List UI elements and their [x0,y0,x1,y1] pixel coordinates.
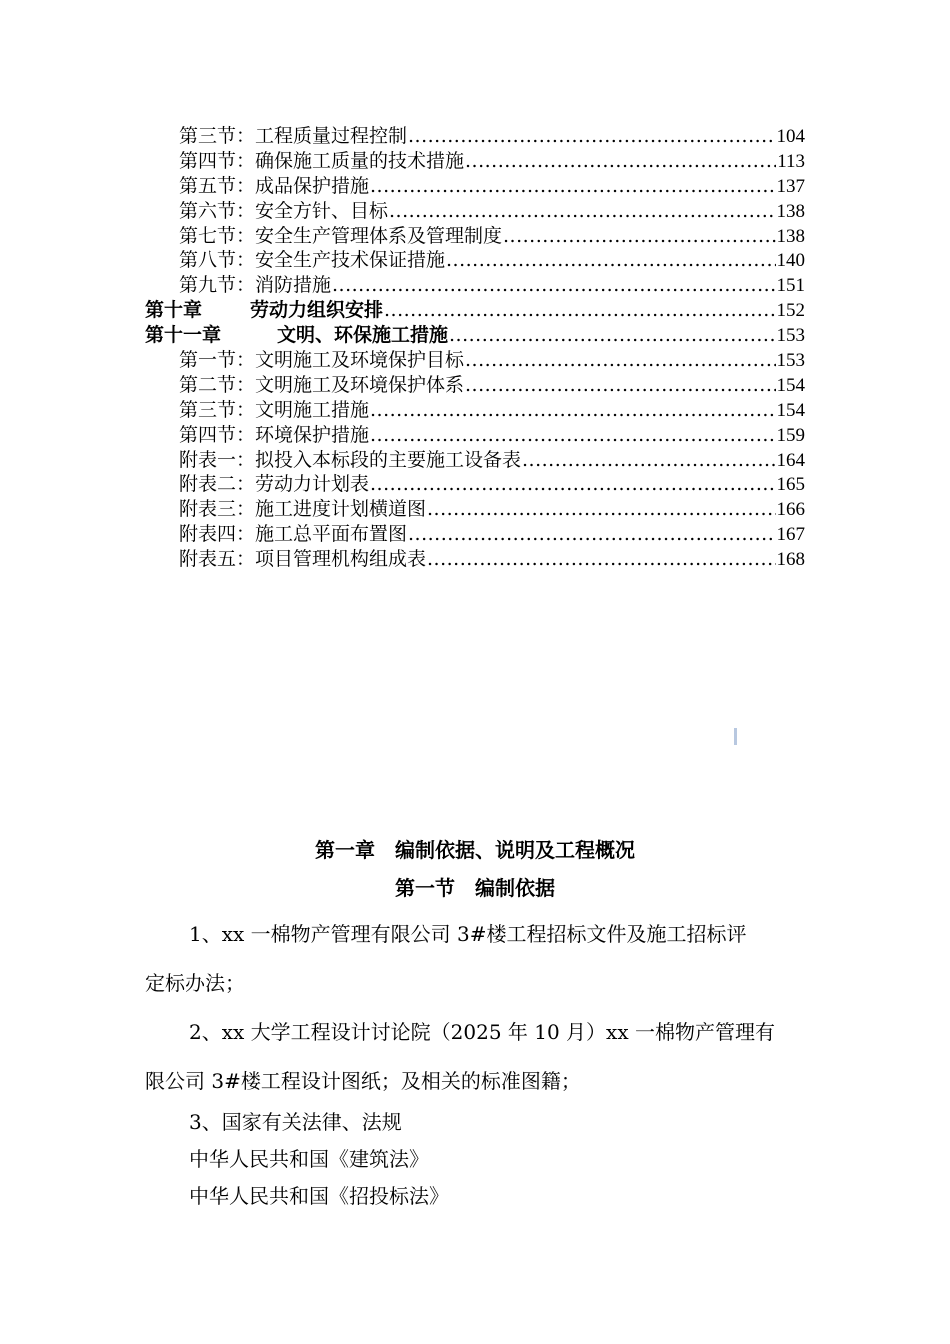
toc-section-entry[interactable] [145,149,805,174]
toc-section-entry[interactable] [145,199,805,224]
toc-section-entry[interactable] [145,423,805,448]
paragraph-item-3: 3、国家有关法律、法规 [189,1110,402,1134]
toc-page-number: 138 [776,225,805,247]
toc-section-title: 第八节：安全生产技术保证措施 [179,249,446,272]
toc-section-title: 第五节：成品保护措施 [179,174,370,197]
toc-page-number: 104 [776,126,805,147]
toc-page-number: 154 [776,374,805,396]
toc-page-number: 164 [776,449,805,471]
paragraph-item-1 [145,921,805,1019]
paragraph-line: 限公司 3#楼工程设计图纸；及相关的标准图籍； [145,1069,581,1093]
toc-page-number: 152 [776,300,805,322]
toc-page-number: 154 [776,399,805,421]
toc-page-number: 151 [776,275,805,297]
toc-dot-leader [332,273,775,298]
toc-section-entry[interactable] [145,273,805,298]
law-item: 中华人民共和国《招投标法》 [189,1184,449,1208]
toc-page-number: 153 [776,350,805,372]
toc-section-entry[interactable] [145,248,805,273]
toc-chapter-title [145,298,383,323]
toc-section-title: 第三节：工程质量过程控制 [179,125,408,147]
toc-chapter-label: 第十章 [145,299,203,322]
toc-chapter-name: 劳动力组织安排 [250,299,384,322]
toc-section-title: 第二节：文明施工及环境保护体系 [179,373,465,396]
toc-dot-leader [449,323,775,348]
toc-dot-leader [370,398,775,423]
toc-section-entry[interactable] [145,373,805,398]
toc-section-title: 第四节：环境保护措施 [179,423,370,446]
toc-section-title: 第九节：消防措施 [179,274,332,297]
chapter-heading: 第一章 编制依据、说明及工程概况 [315,838,635,862]
text-cursor [734,728,737,745]
toc-section-entry[interactable] [145,124,805,149]
toc-section-entry[interactable] [145,224,805,249]
toc-chapter-entry[interactable] [145,323,805,348]
toc-section-title: 附表五：项目管理机构组成表 [179,548,427,571]
toc-section-entry[interactable] [145,448,805,473]
toc-dot-leader [503,224,775,249]
toc-chapter-title [145,323,448,348]
paragraph-item-2 [145,1019,805,1117]
toc-section-title: 附表二：劳动力计划表 [179,473,370,496]
toc-chapter-name: 文明、环保施工措施 [277,324,449,347]
toc-dot-leader [465,373,775,398]
toc-page-number: 167 [776,524,805,546]
toc-chapter-label: 第十一章 [145,324,222,347]
toc-section-title: 第三节：文明施工措施 [179,398,370,421]
toc-page-number: 153 [776,325,805,347]
toc-dot-leader [446,248,775,273]
paragraph-line: 1、xx 一棉物产管理有限公司 3#楼工程招标文件及施工招标评 [189,922,747,946]
toc-page-number: 168 [776,549,805,571]
toc-page-number: 113 [777,150,805,172]
toc-page-number: 165 [776,474,805,496]
toc-section-title: 第七节：安全生产管理体系及管理制度 [179,224,503,247]
toc-section-entry[interactable] [145,398,805,423]
toc-dot-leader [465,348,775,373]
table-of-contents [145,124,805,572]
toc-dot-leader [408,522,775,547]
toc-section-entry[interactable] [145,497,805,522]
toc-chapter-entry[interactable] [145,298,805,323]
toc-page-number: 166 [776,499,805,521]
law-item: 中华人民共和国《建筑法》 [189,1147,429,1171]
toc-section-title: 附表四：施工总平面布置图 [179,523,408,546]
toc-page-number: 140 [776,250,805,272]
toc-section-title: 第一节：文明施工及环境保护目标 [179,349,465,372]
toc-dot-leader [370,174,775,199]
toc-page-number: 138 [776,200,805,222]
toc-dot-leader [465,149,776,174]
toc-section-title: 第六节：安全方针、目标 [179,199,389,222]
toc-section-title: 第四节：确保施工质量的技术措施 [179,149,465,172]
toc-section-entry[interactable] [145,522,805,547]
toc-dot-leader [427,547,775,572]
toc-section-entry[interactable] [145,547,805,572]
toc-page-number: 137 [776,175,805,197]
toc-dot-leader [370,472,775,497]
toc-section-entry[interactable] [145,174,805,199]
paragraph-line: 定标办法； [145,971,245,995]
toc-dot-leader [427,497,775,522]
toc-section-title: 附表一：拟投入本标段的主要施工设备表 [179,448,522,471]
section-heading: 第一节 编制依据 [395,876,555,900]
toc-section-title: 附表三：施工进度计划横道图 [179,498,427,521]
toc-dot-leader [408,124,775,149]
paragraph-line: 2、xx 大学工程设计讨论院（2025 年 10 月）xx 一棉物产管理有 [189,1020,775,1044]
toc-section-entry[interactable] [145,472,805,497]
toc-dot-leader [522,448,775,473]
toc-page-number: 159 [776,424,805,446]
toc-dot-leader [389,199,775,224]
toc-section-entry[interactable] [145,348,805,373]
toc-dot-leader [370,423,775,448]
toc-dot-leader [384,298,775,323]
